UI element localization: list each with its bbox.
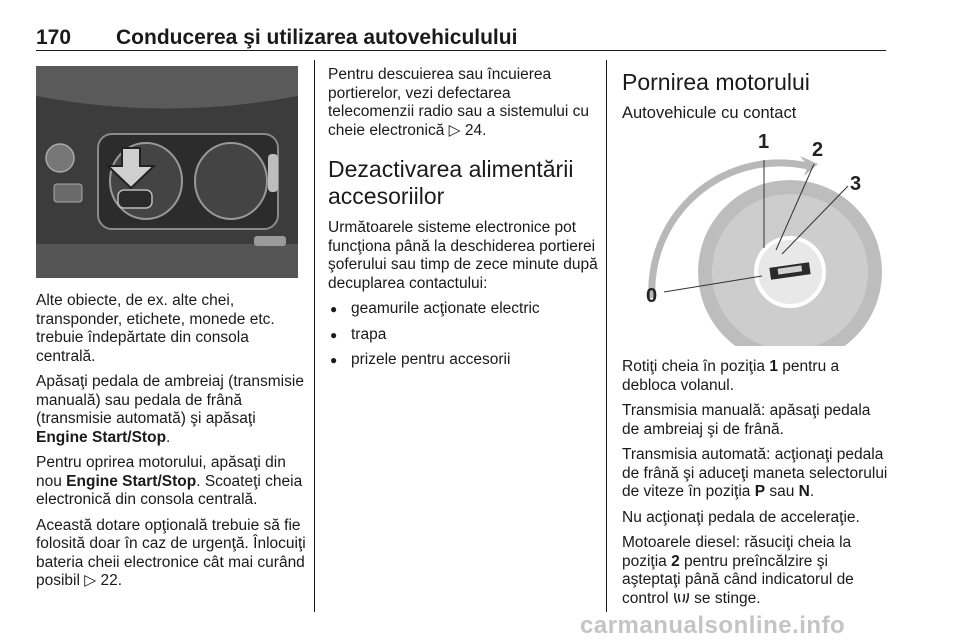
section-heading: Pornirea motorului [622,69,810,95]
paragraph: Alte obiecte, de ex. alte chei, transponder, etichete, monede etc. trebuie îndepărtate din consola centrală. [36,292,275,365]
column-2-text [328,66,598,377]
text-run: Motoarele diesel: răsuciţi cheia la poziţia [622,534,852,570]
gear-position: N [798,483,810,500]
engine-start-stop-label: Engine Start/Stop [36,428,167,446]
paragraph: Transmisia manuală: apăsaţi pedala de ambreiaj şi de frână. [622,402,871,438]
column-3-text [622,358,888,615]
text-run: . [166,428,171,446]
text-run: . [482,121,487,139]
text-run: pentru preîncălzire şi aşteptaţi până când indicatorul de control [622,552,854,607]
section-heading: Dezactivarea alimentării accesoriilor [328,156,574,209]
position-label-2: 2 [812,139,824,161]
console-photo [36,66,298,278]
engine-start-stop-label: Engine Start/Stop [66,472,197,490]
paragraph [622,534,888,608]
page-ref-icon: ▷ [448,121,461,139]
ignition-diagram [622,130,884,346]
text-run: Apăsaţi pedala de ambreiaj (transmisie manuală) sau pedala de frână (transmisie automată) şi apăsaţi [36,373,304,427]
subsection-heading: Autovehicule cu contact [622,104,797,122]
position-label-0: 0 [646,285,658,307]
text-run: Pentru oprirea motorului, apăsaţi din nou [36,454,286,490]
text-run: . [809,483,815,500]
text-run: . [117,572,123,589]
gear-position: P [754,483,766,500]
paragraph [36,454,306,510]
column-divider [606,60,607,612]
paragraph: Următoarele sisteme electronice pot funcţiona până la deschiderea portierei şoferului sau timp de zece minute după decuplarea contactului: [328,219,598,292]
position-value: 1 [769,358,778,375]
console-illustration [36,66,298,278]
paragraph: Nu acţionaţi pedala de acceleraţie. [622,508,860,526]
position-value: 2 [671,552,680,570]
list-item: ● prizele pentru accesorii [328,351,598,370]
text-run: Această dotare opţională trebuie să fie folosită doar în caz de urgenţă. Înlocuiţi bateria cheii electronice cât mai curând posibil [36,516,306,589]
page-reference[interactable]: 24 [464,121,483,139]
watermark: carmanualsonline.info [580,612,846,639]
paragraph [622,446,888,502]
page-header [36,16,886,51]
text-run: Rotiţi cheia în poziţia [622,358,770,375]
paragraph [622,358,888,395]
chapter-title: Conducerea şi utilizarea autovehiculului [116,26,518,49]
list-item: ● trapa [328,326,598,345]
page-ref-icon: ▷ [84,572,97,589]
paragraph [36,517,306,591]
ignition-illustration [622,130,884,346]
column-divider [314,60,315,612]
text-run: pentru a debloca volanul. [622,358,840,394]
paragraph [36,373,306,447]
text-run: sau [765,483,799,500]
position-label-1: 1 [758,131,770,153]
text-run: Transmisia automată: acţionaţi pedala de frână şi aduceţi maneta selectorului de viteze în poziţia [622,446,888,500]
text-run: . Scoateţi cheia electronică din consola centrală. [36,472,303,508]
text-run: se stinge. [689,589,761,607]
position-label-3: 3 [850,173,862,195]
list-item: ● geamurile acţionate electric [328,300,598,319]
paragraph [328,66,598,140]
glow-plug-indicator-icon [673,591,690,605]
page-reference[interactable]: 22 [100,572,118,589]
column-1-text [36,292,306,598]
page-number: 170 [36,26,72,49]
text-run: Pentru descuierea sau încuierea portierelor, vezi defectarea telecomenzii radio sau a sistemului cu cheie electronică [328,66,590,139]
